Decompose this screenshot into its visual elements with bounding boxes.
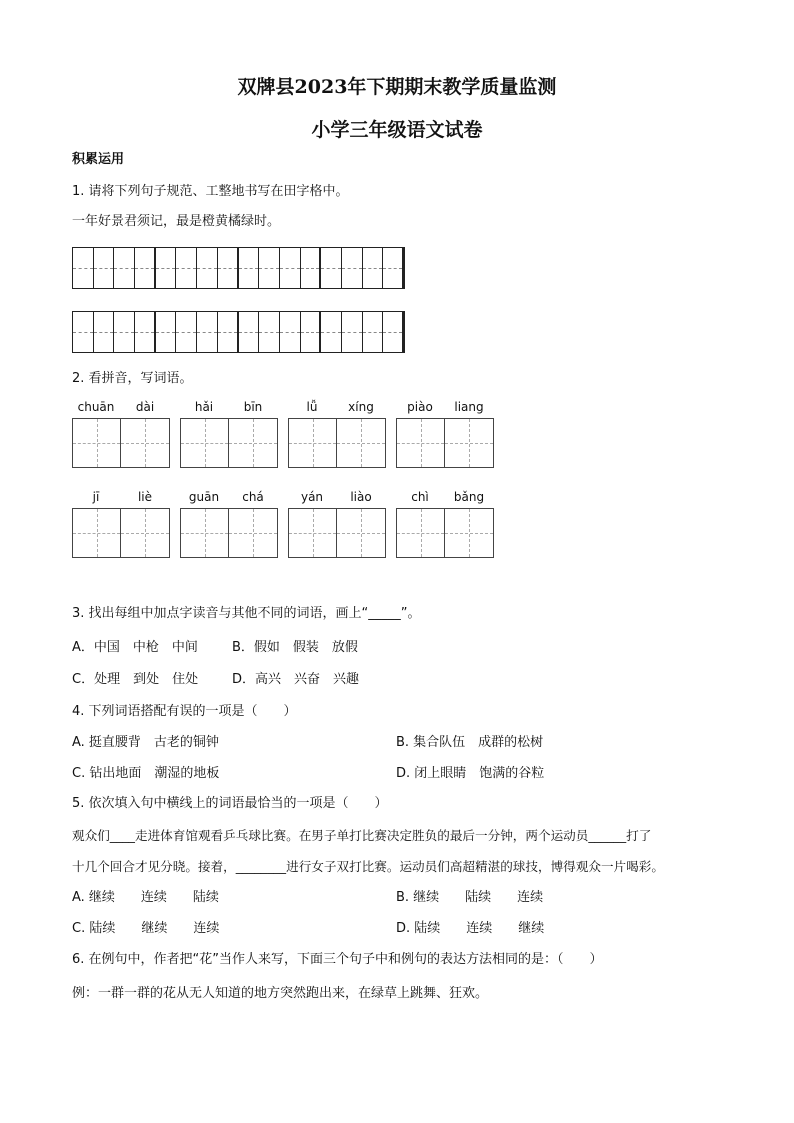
- q4-option-d[interactable]: D. 闭上眼睛 饱满的谷粒: [396, 766, 545, 781]
- q3-option-d[interactable]: D．高兴 兴奋 兴趣: [232, 672, 360, 687]
- pinyin-syllable: piào: [407, 400, 433, 414]
- pinyin-syllable: lǚ: [306, 400, 318, 414]
- pinyin-syllable: xíng: [348, 400, 374, 414]
- pinyin-syllable: dài: [135, 400, 155, 414]
- pinyin-syllable: bīn: [243, 400, 263, 414]
- pinyin-syllable: yán: [300, 490, 324, 504]
- q5-stem: 5. 依次填入句中横线上的词语最恰当的一项是（ ）: [72, 796, 388, 811]
- q4-option-b[interactable]: B. 集合队伍 成群的松树: [396, 735, 544, 750]
- q5-passage-line-1: 观众们____走进体育馆观看乒乓球比赛。在男子单打比赛决定胜负的最后一分钟，两个运动员______打了: [72, 828, 652, 843]
- answer-boxes[interactable]: [396, 508, 494, 558]
- answer-boxes[interactable]: [180, 418, 278, 468]
- q4-option-a[interactable]: A. 挺直腰背 古老的铜钟: [72, 735, 219, 750]
- q1-stem: 1. 请将下列句子规范、工整地书写在田字格中。: [72, 184, 349, 199]
- pinyin-syllable: liào: [350, 490, 372, 504]
- q5-option-a[interactable]: A. 继续 连续 陆续: [72, 890, 219, 905]
- q5-option-d[interactable]: D. 陆续 连续 继续: [396, 921, 545, 936]
- pinyin-syllable: chì: [411, 490, 429, 504]
- q3-option-b[interactable]: B．假如 假装 放假: [232, 640, 358, 655]
- q5-option-c[interactable]: C. 陆续 继续 连续: [72, 921, 220, 936]
- q6-example: 例：一群一群的花从无人知道的地方突然跑出来，在绿草上跳舞、狂欢。: [72, 986, 489, 1001]
- answer-boxes[interactable]: [288, 418, 386, 468]
- q2-stem: 2. 看拼音，写词语。: [72, 371, 193, 386]
- pinyin-syllable: liè: [137, 490, 153, 504]
- answer-boxes[interactable]: [288, 508, 386, 558]
- answer-boxes[interactable]: [72, 508, 170, 558]
- pinyin-syllable: chuān: [77, 400, 115, 414]
- q5-passage-line-2: 十几个回合才见分晓。接着，________进行女子双打比赛。运动员们高超精湛的球技，博得观众一片喝彩。: [72, 859, 664, 874]
- section-heading: 积累运用: [72, 152, 125, 167]
- pinyin-syllable: liang: [454, 400, 484, 414]
- answer-boxes[interactable]: [396, 418, 494, 468]
- writing-grid-row-2[interactable]: [72, 311, 405, 353]
- writing-grid-row-1[interactable]: [72, 247, 405, 289]
- q3-option-a[interactable]: A．中国 中枪 中间: [72, 640, 198, 655]
- pinyin-syllable: chá: [242, 490, 264, 504]
- q5-option-b[interactable]: B. 继续 陆续 连续: [396, 890, 544, 905]
- q4-option-c[interactable]: C. 钻出地面 潮湿的地板: [72, 766, 220, 781]
- q1-sentence: 一年好景君须记，最是橙黄橘绿时。: [72, 214, 281, 229]
- page-title: 双牌县2023年下期期末教学质量监测: [237, 76, 557, 98]
- q3-stem: 3. 找出每组中加点字读音与其他不同的词语，画上“_____”。: [72, 606, 421, 621]
- q4-stem: 4. 下列词语搭配有误的一项是（ ）: [72, 704, 297, 719]
- page-subtitle: 小学三年级语文试卷: [311, 119, 483, 141]
- pinyin-syllable: bǎng: [453, 490, 485, 504]
- q3-option-c[interactable]: C．处理 到处 住处: [72, 672, 199, 687]
- answer-boxes[interactable]: [72, 418, 170, 468]
- pinyin-syllable: hǎi: [194, 400, 214, 414]
- q6-stem: 6. 在例句中，作者把“花”当作人来写，下面三个句子中和例句的表达方法相同的是：（ ）: [72, 952, 603, 967]
- pinyin-syllable: jī: [92, 490, 100, 504]
- answer-boxes[interactable]: [180, 508, 278, 558]
- pinyin-syllable: guān: [188, 490, 220, 504]
